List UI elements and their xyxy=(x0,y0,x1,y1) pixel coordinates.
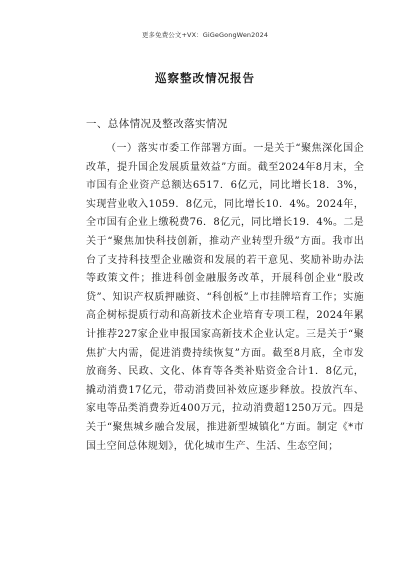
section-heading: 一、总体情况及整改落实情况 xyxy=(86,118,228,130)
header-note: 更多免费公文+VX：GiGeGongWen2024 xyxy=(141,31,269,39)
document-title: 巡察整改情况报告 xyxy=(155,71,255,85)
body-paragraph: （一）落实市委工作部署方面。一是关于“聚焦深化国企改革，提升国企发展质量效益”方面。截至2024年8月末，全市国有企业资产总额达6517．6亿元，同比增长18．3%，实现营业收入1059．8亿元，同比增长10．4%。2024年，全市国有企业上缴税费76．8亿元，同比增长19．4%。二是关于“聚焦加快科技创新，推动产业转型升级”方面。我市出台了支持科技型企业融资和发展的若干意见、奖励补助办法等政策文件；推进科创金融服务改革，开展科创企业“股改贷”、知识产权质押融资、“科创板”上市挂牌培育工作；实施高企树标提质行动和高新技术企业培育专项工程，2024年累计推荐227家企业申报国家高新技术企业认定。三是关于“聚焦扩大内需，促进消费持续恢复”方面。截至8月底，全市发放商务、民政、文化、体育等各类补贴资金合计1．8亿元，撬动消费17亿元，带动消费回补效应逐步释放。投放汽车、家电等品类消费券近400万元，拉动消费超1250万元。四是关于“聚焦城乡融合发展，推进新型城镇化”方面。制定《*市国土空间总体规划》，优化城市生产、生活、生态空间； xyxy=(86,143,364,452)
